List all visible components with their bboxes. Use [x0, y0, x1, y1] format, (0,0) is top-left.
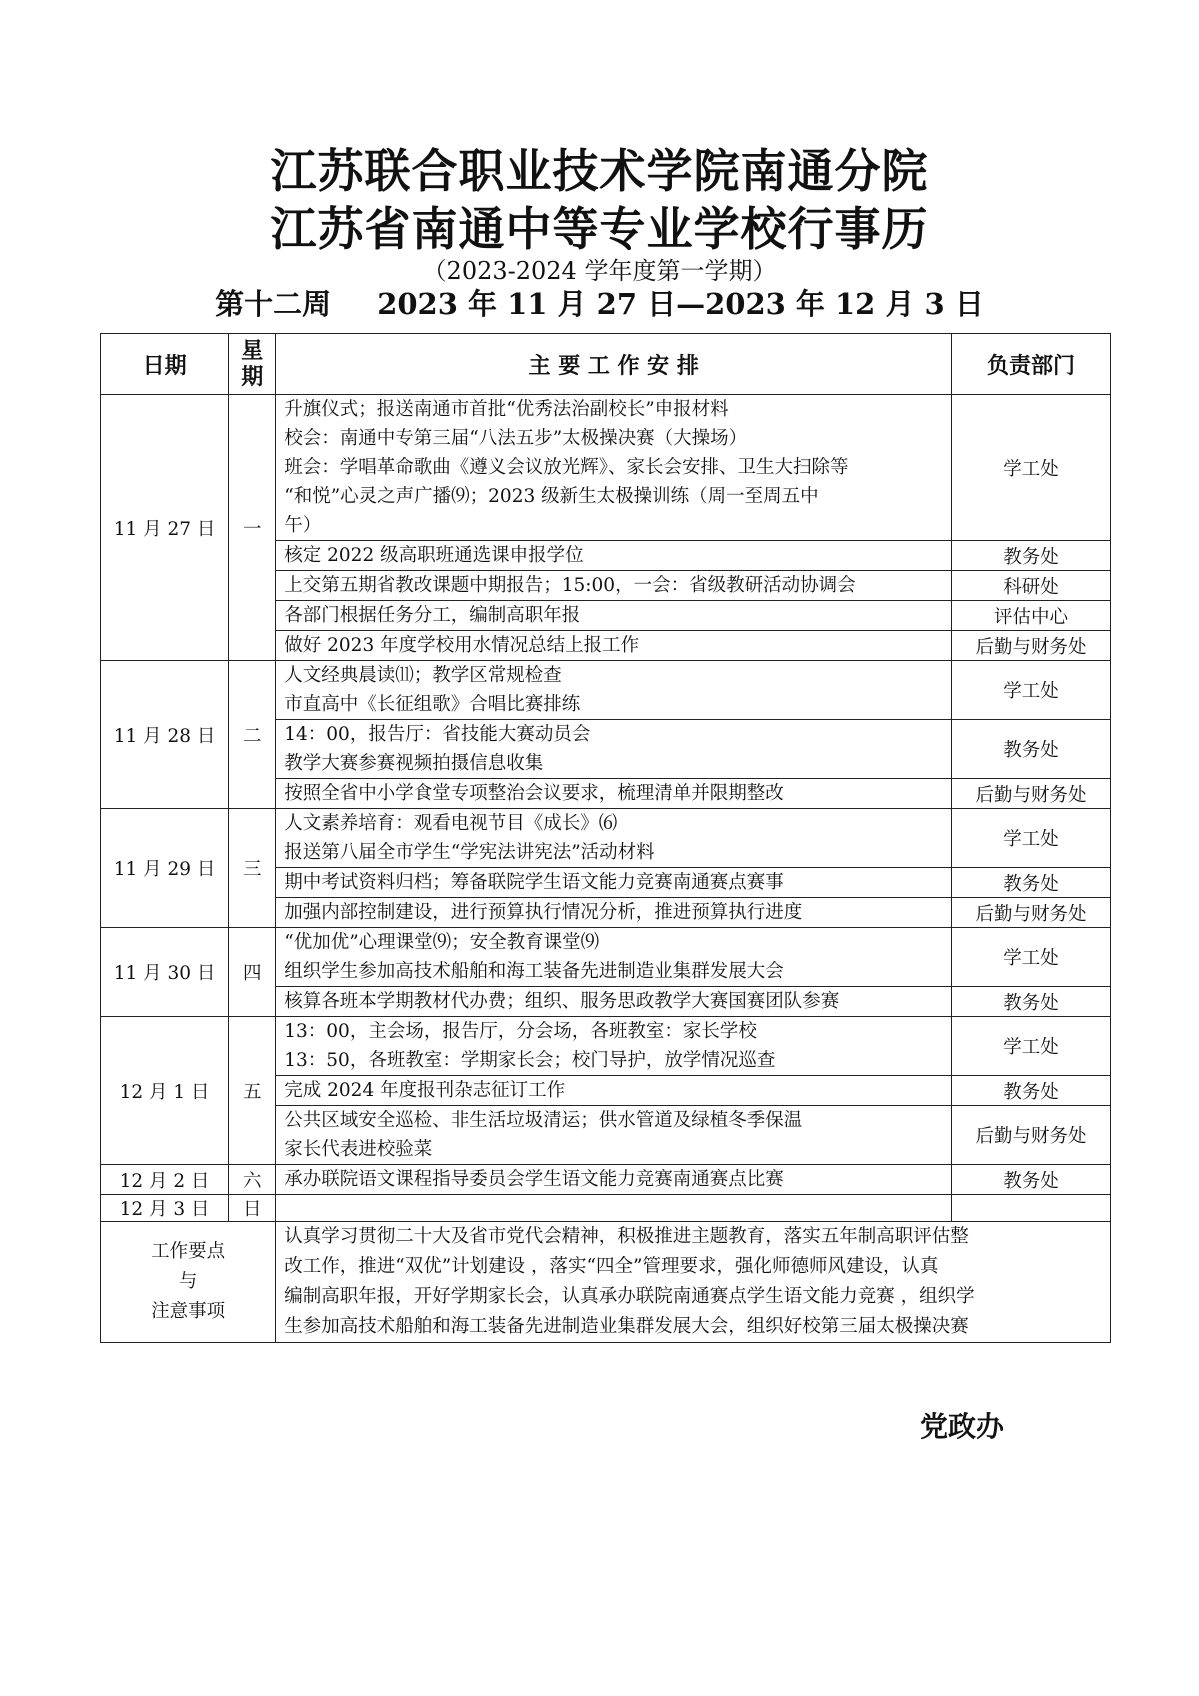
schedule-table [100, 333, 1111, 1343]
work-item-line: 核算各班本学期教材代办费；组织、服务思政教学大赛国赛团队参赛 [284, 991, 840, 1012]
work-item-line: 上交第五期省教改课题中期报告；15:00，一会：省级教研活动协调会 [284, 575, 856, 596]
work-item-line: 教学大赛参赛视频拍摄信息收集 [284, 753, 544, 774]
header-dept: 负责部门 [952, 334, 1111, 395]
work-item-cell [276, 898, 952, 928]
notes-line: 生参加高技术船舶和海工装备先进制造业集群发展大会，组织好校第三届太极操决赛 [284, 1316, 969, 1337]
work-item-cell [276, 661, 952, 720]
department-cell: 后勤与财务处 [952, 631, 1111, 661]
department-cell: 学工处 [952, 395, 1111, 541]
schedule-body [101, 395, 1111, 1343]
header-weekday-2: 期 [241, 364, 264, 390]
department-cell [952, 1195, 1111, 1222]
weekday-cell: 一 [229, 395, 276, 661]
work-item-line: 加强内部控制建设，进行预算执行情况分析，推进预算执行进度 [284, 902, 803, 923]
weekday-cell: 三 [229, 809, 276, 928]
work-item-cell [276, 601, 952, 631]
work-item-line: 按照全省中小学食堂专项整治会议要求，梳理清单并限期整改 [284, 783, 784, 804]
date-cell: 11 月 30 日 [101, 928, 229, 1017]
table-row [101, 1017, 1111, 1076]
date-cell: 12 月 3 日 [101, 1195, 229, 1222]
work-item-line: 市直高中《长征组歌》合唱比赛排练 [284, 694, 581, 715]
week-heading [0, 286, 1199, 322]
week-date-range: 2023 年 11 月 27 日—2023 年 12 月 3 日 [377, 287, 984, 321]
work-item-line: 13：00，主会场，报告厅，分会场，各班教室：家长学校 [284, 1021, 757, 1042]
work-item-line: 做好 2023 年度学校用水情况总结上报工作 [284, 635, 640, 656]
work-item-line: 各部门根据任务分工，编制高职年报 [284, 605, 581, 626]
work-item-cell [276, 1017, 952, 1076]
work-item-cell [276, 1165, 952, 1195]
title-line-1: 江苏联合职业技术学院南通分院 [270, 144, 929, 198]
weekday-cell: 二 [229, 661, 276, 809]
work-item-cell [276, 987, 952, 1017]
department-cell: 后勤与财务处 [952, 898, 1111, 928]
department-cell: 学工处 [952, 1017, 1111, 1076]
table-header-row [101, 334, 1111, 395]
department-cell: 教务处 [952, 720, 1111, 779]
department-cell: 教务处 [952, 1076, 1111, 1106]
work-item-line: 完成 2024 年度报刊杂志征订工作 [284, 1080, 566, 1101]
work-item-line: “优加优”心理课堂⑼；安全教育课堂⑼ [284, 932, 600, 953]
work-item-line: 公共区域安全巡检、非生活垃圾清运；供水管道及绿植冬季保温 [284, 1110, 803, 1131]
notes-row [101, 1222, 1111, 1343]
date-cell: 11 月 28 日 [101, 661, 229, 809]
work-item-line: 14：00，报告厅：省技能大赛动员会 [284, 724, 591, 745]
notes-label-line: 注意事项 [151, 1301, 226, 1322]
work-item-line: 人文经典晨读⑾；教学区常规检查 [284, 665, 562, 686]
work-item-line: 校会：南通中专第三届“八法五步”太极操决赛（大操场） [284, 428, 748, 449]
work-item-line: 家长代表进校验菜 [284, 1139, 433, 1160]
department-cell: 科研处 [952, 571, 1111, 601]
table-row [101, 661, 1111, 720]
header-work: 主 要 工 作 安 排 [276, 334, 952, 395]
table-row [101, 1195, 1111, 1222]
work-item-cell [276, 1076, 952, 1106]
table-row [101, 1165, 1111, 1195]
weekday-cell: 日 [229, 1195, 276, 1222]
notes-line: 认真学习贯彻二十大及省市党代会精神，积极推进主题教育，落实五年制高职评估整 [284, 1226, 969, 1247]
work-item-line: 班会：学唱革命歌曲《遵义会议放光辉》、家长会安排、卫生大扫除等 [284, 457, 849, 478]
notes-label [101, 1222, 276, 1343]
semester-subtitle: （2023-2024 学年度第一学期） [422, 257, 777, 285]
department-cell: 教务处 [952, 1165, 1111, 1195]
work-item-line: 13：50，各班教室：学期家长会；校门导护，放学情况巡查 [284, 1050, 776, 1071]
work-item-cell [276, 631, 952, 661]
department-cell: 评估中心 [952, 601, 1111, 631]
department-cell: 教务处 [952, 541, 1111, 571]
date-cell: 12 月 2 日 [101, 1165, 229, 1195]
date-cell: 11 月 29 日 [101, 809, 229, 928]
department-cell: 后勤与财务处 [952, 1106, 1111, 1165]
date-cell: 12 月 1 日 [101, 1017, 229, 1165]
notes-line: 编制高职年报，开好学期家长会，认真承办联院南通赛点学生语文能力竞赛 ，组织学 [284, 1286, 975, 1307]
work-item-cell [276, 571, 952, 601]
table-row [101, 809, 1111, 868]
work-item-line: 报送第八届全市学生“学宪法讲宪法”活动材料 [284, 842, 655, 863]
signature: 党政办 [920, 1410, 1005, 1443]
weekday-cell: 四 [229, 928, 276, 1017]
work-item-cell [276, 928, 952, 987]
work-item-cell [276, 395, 952, 541]
department-cell: 学工处 [952, 661, 1111, 720]
notes-label-line: 与 [178, 1271, 198, 1292]
week-label: 第十二周 [215, 287, 332, 321]
notes-label-line: 工作要点 [151, 1241, 226, 1262]
header-weekday-1: 星 [241, 338, 264, 364]
weekday-cell: 六 [229, 1165, 276, 1195]
header-weekday [229, 334, 276, 395]
work-item-cell [276, 720, 952, 779]
notes-line: 改工作，推进“双优”计划建设 ，落实“四全”管理要求，强化师德师风建设，认真 [284, 1256, 939, 1277]
work-item-line: 升旗仪式；报送南通市首批“优秀法治副校长”申报材料 [284, 399, 729, 420]
work-item-cell [276, 1195, 952, 1222]
work-item-cell [276, 541, 952, 571]
department-cell: 学工处 [952, 809, 1111, 868]
work-item-cell [276, 1106, 952, 1165]
department-cell: 学工处 [952, 928, 1111, 987]
work-item-line: 承办联院语文课程指导委员会学生语文能力竞赛南通赛点比赛 [284, 1169, 784, 1190]
work-item-cell [276, 868, 952, 898]
work-item-line: “和悦”心灵之声广播⑼；2023 级新生太极操训练（周一至周五中 [284, 486, 819, 507]
header-date: 日期 [101, 334, 229, 395]
work-item-cell [276, 809, 952, 868]
table-row [101, 928, 1111, 987]
department-cell: 教务处 [952, 987, 1111, 1017]
work-item-line: 午） [284, 515, 322, 536]
department-cell: 教务处 [952, 868, 1111, 898]
date-cell: 11 月 27 日 [101, 395, 229, 661]
work-item-line: 人文素养培育：观看电视节目《成长》⑹ [284, 813, 618, 834]
department-cell: 后勤与财务处 [952, 779, 1111, 809]
notes-body [276, 1222, 1111, 1343]
title-line-2: 江苏省南通中等专业学校行事历 [270, 202, 929, 256]
work-item-line: 期中考试资料归档；筹备联院学生语文能力竞赛南通赛点赛事 [284, 872, 784, 893]
work-item-cell [276, 779, 952, 809]
work-item-line: 核定 2022 级高职班通选课申报学位 [284, 545, 584, 566]
weekday-cell: 五 [229, 1017, 276, 1165]
work-item-line: 组织学生参加高技术船舶和海工装备先进制造业集群发展大会 [284, 961, 784, 982]
table-row [101, 395, 1111, 541]
